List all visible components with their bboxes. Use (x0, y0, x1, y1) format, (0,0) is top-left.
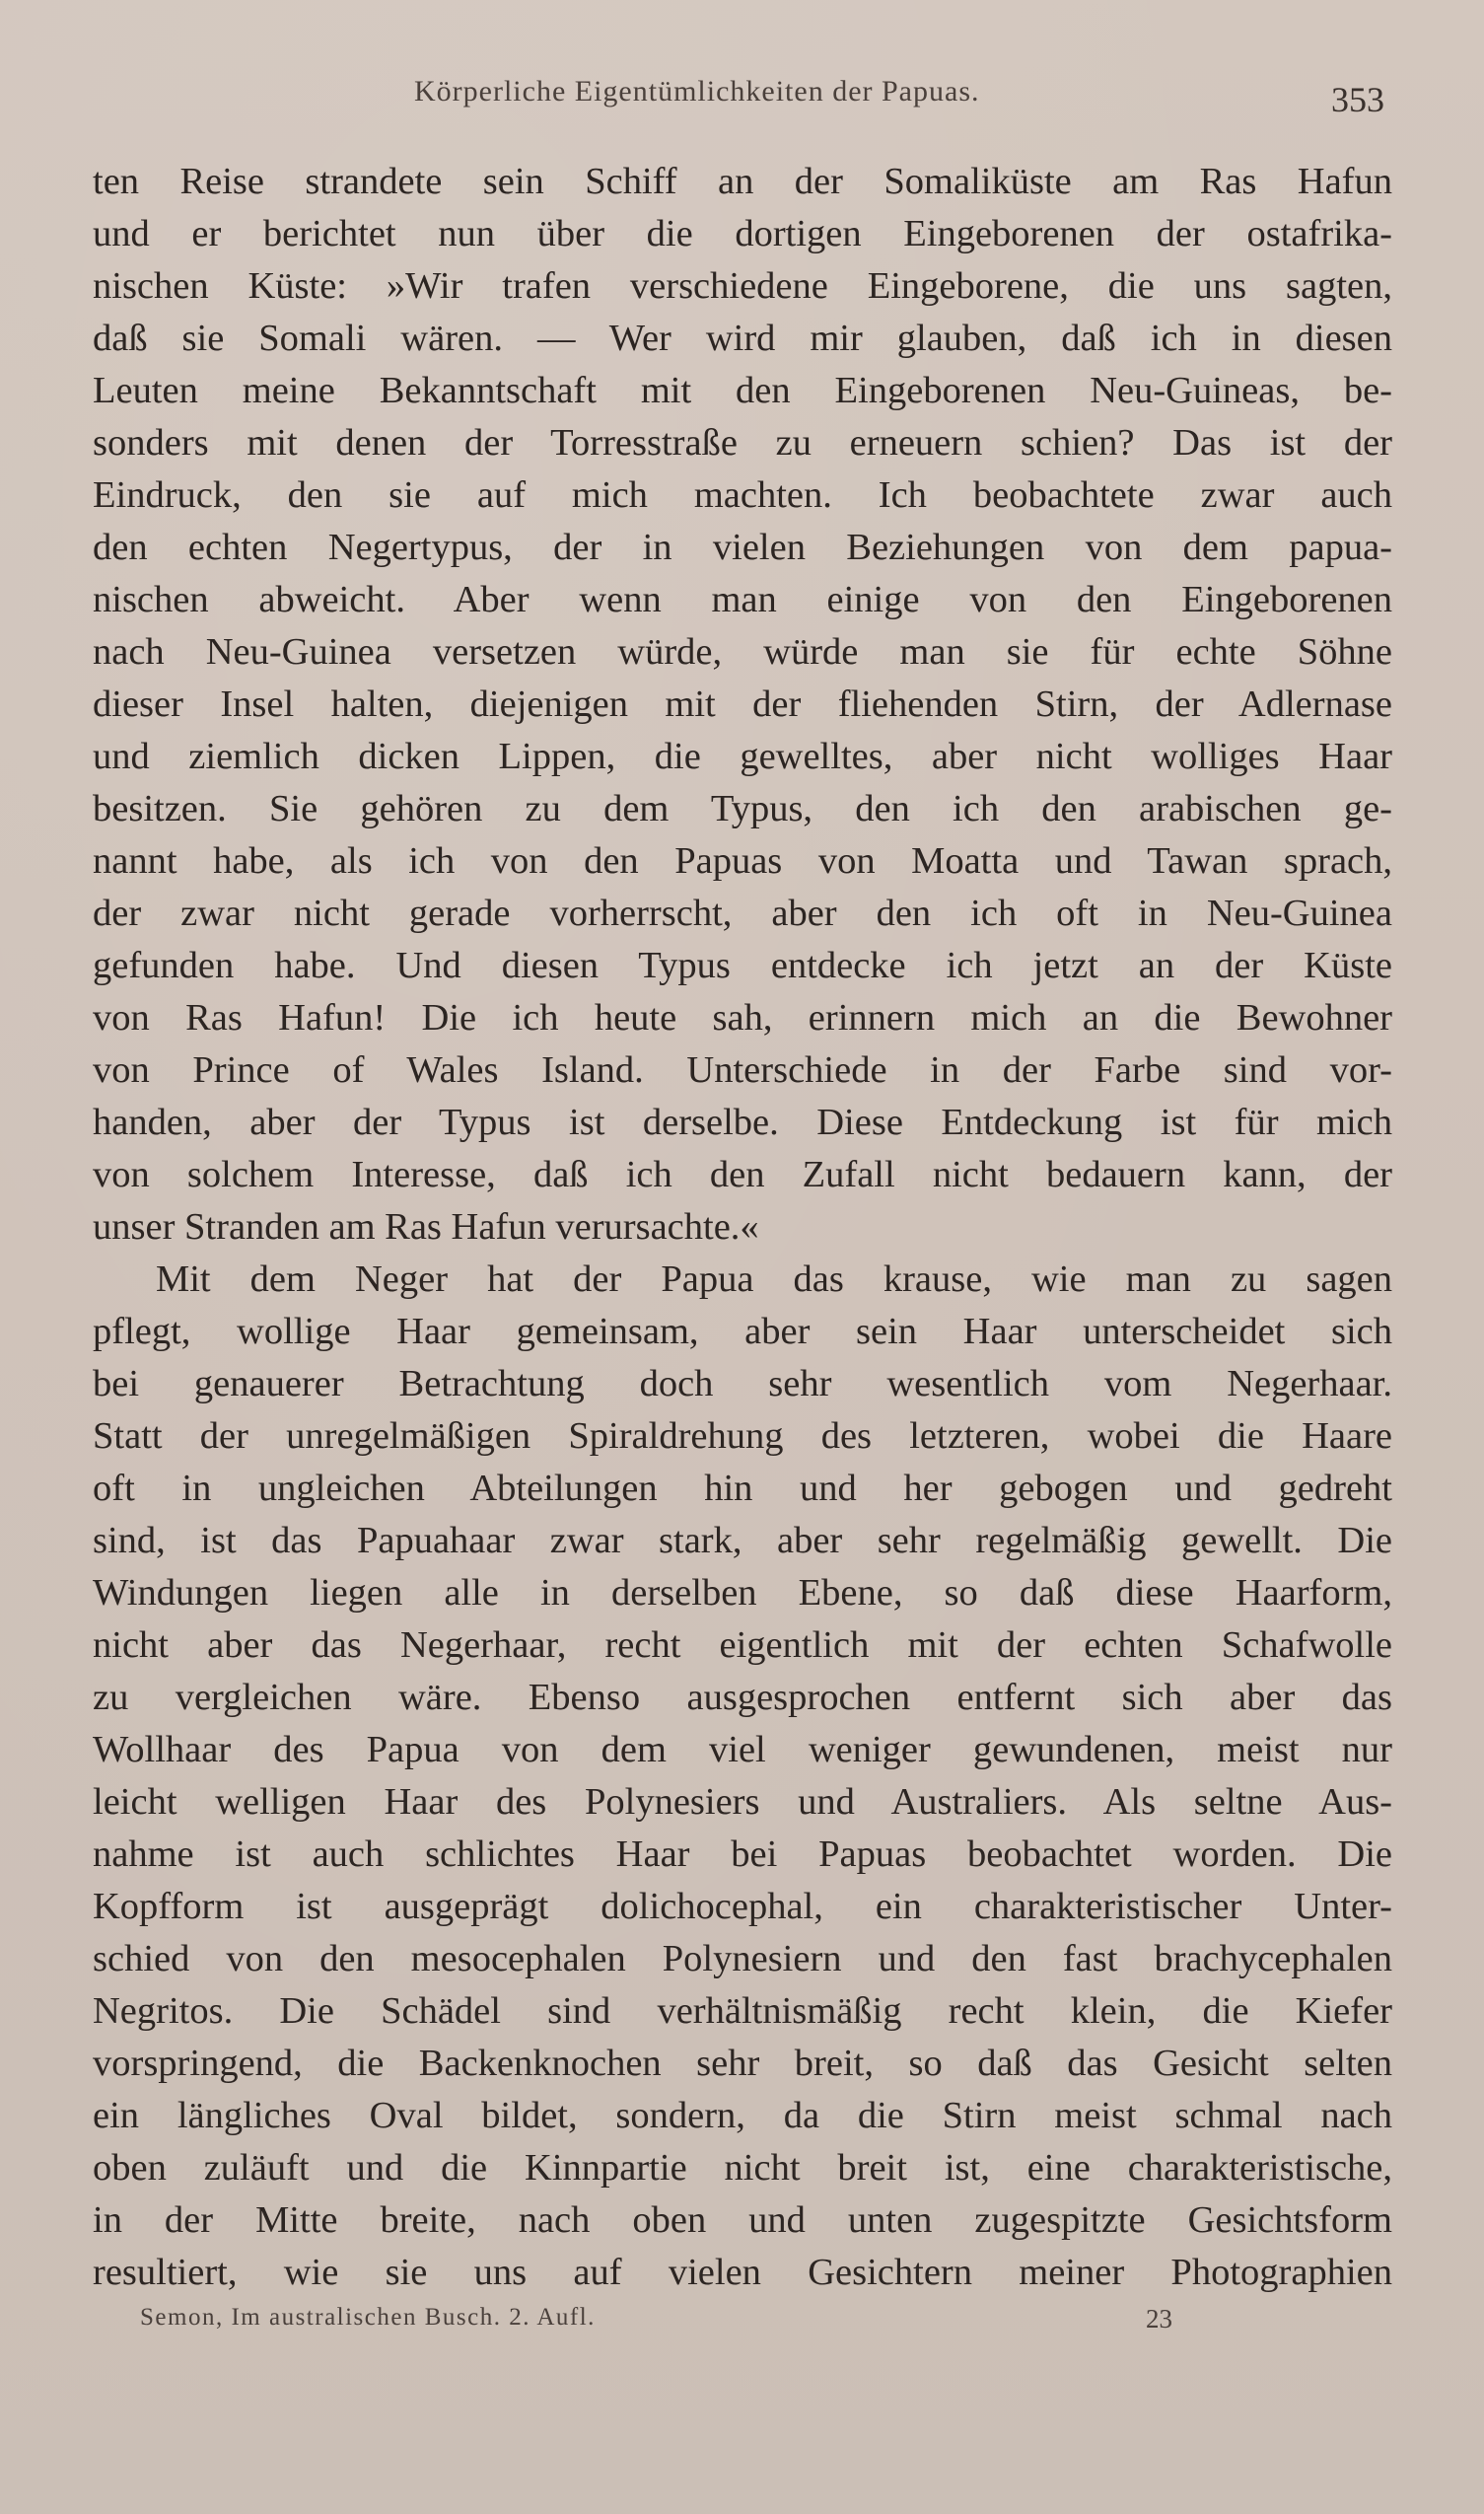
printer-signature: Semon, Im australischen Busch. 2. Aufl. (140, 2304, 596, 2331)
text-line: Negritos. Die Schädel sind verhältnismäßig recht klein, die Kiefer (93, 1990, 1392, 2032)
text-line: Statt der unregelmäßigen Spiraldrehung des letzteren, wobei die Haare (93, 1415, 1392, 1457)
text-line: sind, ist das Papuahaar zwar stark, aber sehr regelmäßig gewellt. Die (93, 1520, 1392, 1561)
text-line: und ziemlich dicken Lippen, die gewelltes, aber nicht wolliges Haar (93, 736, 1392, 777)
text-line: von Prince of Wales Island. Unterschiede in der Farbe sind vor- (93, 1049, 1392, 1091)
text-line: handen, aber der Typus ist derselbe. Diese Entdeckung ist für mich (93, 1102, 1392, 1143)
sheet-number: 23 (1146, 2304, 1172, 2334)
text-line: von solchem Interesse, daß ich den Zufall nicht bedauern kann, der (93, 1154, 1392, 1195)
text-line: oben zuläuft und die Kinnpartie nicht breit ist, eine charakteristische, (93, 2147, 1392, 2189)
text-line: vorspringend, die Backenknochen sehr breit, so daß das Gesicht selten (93, 2043, 1392, 2084)
body-text (93, 156, 1392, 2299)
text-line: ten Reise strandete sein Schiff an der Somaliküste am Ras Hafun (93, 161, 1392, 202)
page-number: 353 (1331, 80, 1384, 119)
text-line: den echten Negertypus, der in vielen Beziehungen von dem papua- (93, 527, 1392, 568)
page-footer (0, 2298, 1484, 2347)
text-line: schied von den mesocephalen Polynesiern und den fast brachycephalen (93, 1938, 1392, 1979)
paragraph-end-line: unser Stranden am Ras Hafun verursachte.« (93, 1206, 759, 1248)
text-line: dieser Insel halten, diejenigen mit der fliehenden Stirn, der Adlernase (93, 683, 1392, 725)
text-line: bei genauerer Betrachtung doch sehr wesentlich vom Negerhaar. (93, 1363, 1392, 1404)
text-line: der zwar nicht gerade vorherrscht, aber den ich oft in Neu-Guinea (93, 893, 1392, 934)
text-line: nach Neu-Guinea versetzen würde, würde man sie für echte Söhne (93, 631, 1392, 673)
text-line: nischen Küste: »Wir trafen verschiedene Eingeborene, die uns sagten, (93, 265, 1392, 307)
text-line: gefunden habe. Und diesen Typus entdecke ich jetzt an der Küste (93, 945, 1392, 986)
text-line: Leuten meine Bekanntschaft mit den Eingeborenen Neu-Guineas, be- (93, 370, 1392, 411)
text-line: daß sie Somali wären. — Wer wird mir glauben, daß ich in diesen (93, 318, 1392, 359)
running-title: Körperliche Eigentümlichkeiten der Papuas. (414, 75, 980, 108)
text-line: von Ras Hafun! Die ich heute sah, erinnern mich an die Bewohner (93, 997, 1392, 1039)
text-line: ein längliches Oval bildet, sondern, da die Stirn meist schmal nach (93, 2095, 1392, 2136)
text-line: in der Mitte breite, nach oben und unten zugespitzte Gesichtsform (93, 2199, 1392, 2241)
text-line: pflegt, wollige Haar gemeinsam, aber sein Haar unterscheidet sich (93, 1311, 1392, 1352)
running-head (0, 67, 1484, 126)
text-line: Eindruck, den sie auf mich machten. Ich beobachtete zwar auch (93, 474, 1392, 516)
text-line: zu vergleichen wäre. Ebenso ausgesprochen entfernt sich aber das (93, 1677, 1392, 1718)
text-line: und er berichtet nun über die dortigen Eingeborenen der ostafrika- (93, 213, 1392, 254)
text-line: resultiert, wie sie uns auf vielen Gesichtern meiner Photographien (93, 2252, 1392, 2293)
text-line: Windungen liegen alle in derselben Ebene, so daß diese Haarform, (93, 1572, 1392, 1614)
text-line: oft in ungleichen Abteilungen hin und her gebogen und gedreht (93, 1468, 1392, 1509)
text-line: nahme ist auch schlichtes Haar bei Papuas beobachtet worden. Die (93, 1833, 1392, 1875)
text-line: besitzen. Sie gehören zu dem Typus, den ich den arabischen ge- (93, 788, 1392, 829)
text-line: leicht welligen Haar des Polynesiers und Australiers. Als seltne Aus- (93, 1781, 1392, 1823)
text-line: sonders mit denen der Torresstraße zu erneuern schien? Das ist der (93, 422, 1392, 464)
text-line: nannt habe, als ich von den Papuas von Moatta und Tawan sprach, (93, 840, 1392, 882)
text-line: nicht aber das Negerhaar, recht eigentlich mit der echten Schafwolle (93, 1624, 1392, 1666)
text-line: Wollhaar des Papua von dem viel weniger gewundenen, meist nur (93, 1729, 1392, 1770)
text-line: Kopfform ist ausgeprägt dolichocephal, ein charakteristischer Unter- (93, 1886, 1392, 1927)
paragraph-start-line: Mit dem Neger hat der Papua das krause, wie man zu sagen (156, 1258, 1392, 1300)
text-line: nischen abweicht. Aber wenn man einige von den Eingeborenen (93, 579, 1392, 620)
